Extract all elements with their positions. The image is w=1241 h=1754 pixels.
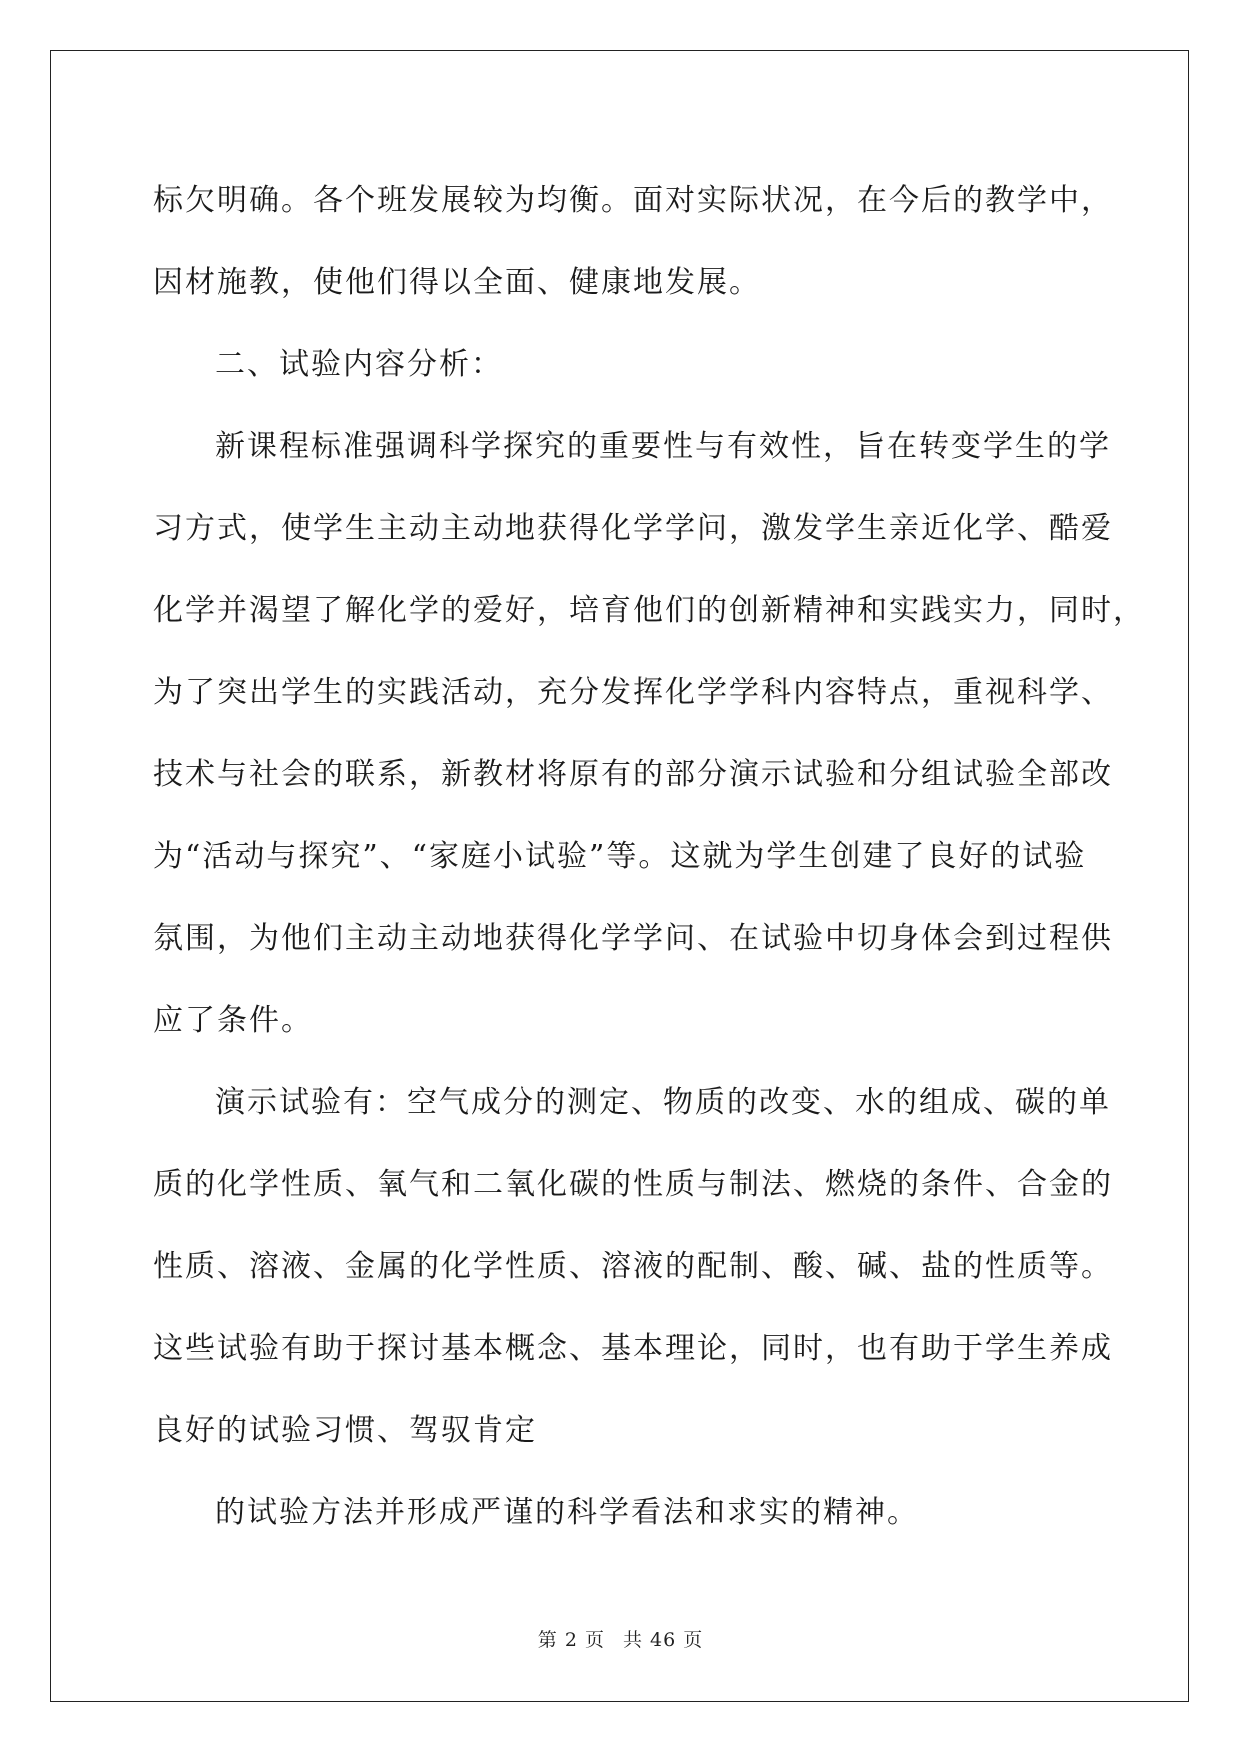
paragraph-line: 应了条件。 bbox=[153, 1003, 313, 1038]
paragraph-line: 演示试验有：空气成分的测定、物质的改变、水的组成、碳的单 bbox=[215, 1085, 1111, 1120]
page-total: 共 46 页 bbox=[622, 1629, 704, 1651]
page-number: 第 2 页 bbox=[537, 1629, 605, 1651]
paragraph-line: 良好的试验习惯、驾驭肯定 bbox=[153, 1413, 537, 1448]
paragraph-line: 技术与社会的联系，新教材将原有的部分演示试验和分组试验全部改 bbox=[153, 757, 1113, 792]
paragraph-line: 为“活动与探究”、“家庭小试验”等。这就为学生创建了良好的试验 bbox=[153, 839, 1087, 874]
paragraph-line: 的试验方法并形成严谨的科学看法和求实的精神。 bbox=[215, 1495, 919, 1530]
paragraph-line: 为了突出学生的实践活动，充分发挥化学学科内容特点，重视科学、 bbox=[153, 675, 1113, 710]
document-body bbox=[153, 160, 1145, 1554]
paragraph-line: 化学并渴望了解化学的爱好，培育他们的创新精神和实践实力，同时， bbox=[153, 593, 1145, 628]
page-footer bbox=[0, 1625, 1241, 1652]
section-heading: 二、试验内容分析： bbox=[215, 347, 503, 382]
paragraph-line: 因材施教，使他们得以全面、健康地发展。 bbox=[153, 265, 761, 300]
paragraph-line: 质的化学性质、氧气和二氧化碳的性质与制法、燃烧的条件、合金的 bbox=[153, 1167, 1113, 1202]
paragraph-line: 这些试验有助于探讨基本概念、基本理论，同时，也有助于学生养成 bbox=[153, 1331, 1113, 1366]
paragraph-line: 习方式，使学生主动主动地获得化学学问，激发学生亲近化学、酷爱 bbox=[153, 511, 1113, 546]
paragraph-line: 新课程标准强调科学探究的重要性与有效性，旨在转变学生的学 bbox=[215, 429, 1111, 464]
paragraph-line: 性质、溶液、金属的化学性质、溶液的配制、酸、碱、盐的性质等。 bbox=[153, 1249, 1113, 1284]
paragraph-line: 标欠明确。各个班发展较为均衡。面对实际状况，在今后的教学中， bbox=[153, 183, 1113, 218]
paragraph-line: 氛围，为他们主动主动地获得化学学问、在试验中切身体会到过程供 bbox=[153, 921, 1113, 956]
